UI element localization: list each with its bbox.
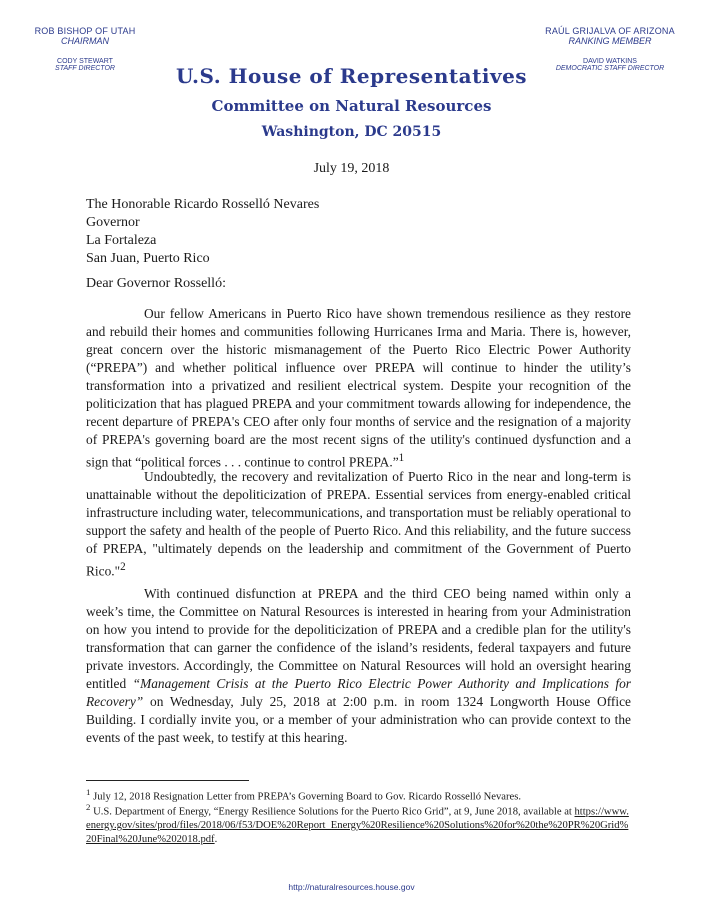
address-line-2: Governor xyxy=(86,215,140,230)
salutation: Dear Governor Rosselló: xyxy=(86,276,226,291)
footer-website-link[interactable]: http://naturalresources.house.gov xyxy=(288,882,415,892)
chairman-title: CHAIRMAN xyxy=(60,36,109,46)
paragraph-1 xyxy=(86,305,631,471)
footnote-2-number: 2 xyxy=(86,802,91,812)
footnote-2-end: . xyxy=(214,833,218,845)
footnote-1-number: 1 xyxy=(86,787,91,797)
footnote-2-text: U.S. Department of Energy, “Energy Resilience Solutions for the Puerto Rico Grid”, at 9, June 2018, available at xyxy=(93,806,572,818)
letterhead-committee: Committee on Natural Resources xyxy=(211,97,492,115)
address-line-4: San Juan, Puerto Rico xyxy=(86,251,210,266)
staff-director-title: STAFF DIRECTOR xyxy=(55,65,115,72)
footnote-2 xyxy=(86,801,631,846)
democratic-staff-director-name: DAVID WATKINS xyxy=(583,58,637,65)
staff-director-name: CODY STEWART xyxy=(57,58,113,65)
footnote-ref-2: 2 xyxy=(120,561,126,573)
letterhead-city: Washington, DC 20515 xyxy=(261,124,442,140)
address-line-1: The Honorable Ricardo Rosselló Nevares xyxy=(86,197,320,212)
chairman-name: ROB BISHOP OF UTAH xyxy=(34,26,136,36)
paragraph-2 xyxy=(86,468,631,580)
address-line-3: La Fortaleza xyxy=(86,233,157,248)
letterhead-house: U.S. House of Representatives xyxy=(175,64,528,88)
ranking-member-name: RAÚL GRIJALVA OF ARIZONA xyxy=(545,26,675,36)
paragraph-3-text-a: With continued disfunction at PREPA and the third CEO being named within only a week’s time, the Committee on Natural Resources is interested in hearing from your Administration on how you intend to provide for the depoliticization of PREPA and a credible plan for the utility's transformation that can garner the confidence of the island’s residents, federal taxpayers and future private investors. Accordingly, the Committee on Natural Resources will hold an oversight hearing entitled xyxy=(86,586,631,691)
paragraph-1-text: Our fellow Americans in Puerto Rico have shown tremendous resilience as they restore and rebuild their homes and communities following Hurricanes Irma and Maria. There is, however, great concern over the historic mismanagement of the Puerto Rico Electric Power Authority (“PREPA”) and whether political influence over PREPA will continue to hinder the utility’s transformation into a privatized and resilient electrical system. Despite your recognition of the politicization that has plagued PREPA and your commitment towards allowing for independence, the recent departure of PREPA's CEO after only four months of service and the resignation of a majority of PREPA's governing board are the most recent signs of the utility's continued dysfunction and a sign that “political forces . . . continue to control PREPA.” xyxy=(86,306,631,470)
hearing-title: “Management Crisis at the Puerto Rico Electric Power Authority and Implications for Recovery” xyxy=(86,676,631,709)
footnote-divider xyxy=(86,780,249,781)
paragraph-2-text: Undoubtedly, the recovery and revitalization of Puerto Rico in the near and long-term is unattainable without the depoliticization of PREPA. Essential services from energy-enabled critical infrastructure including water, telecommunications, and transportation must be reliably operational to support the safety and health of the people of Puerto Rico. And this reliability, and the future success of PREPA, "ultimately depends on the leadership and commitment of the Government of Puerto Rico." xyxy=(86,469,631,579)
footnote-ref-1: 1 xyxy=(398,452,405,464)
paragraph-3-text-b: on Wednesday, July 25, 2018 at 2:00 p.m. in room 1324 Longworth House Office Building. I cordially invite you, or a member of your administration who can provide context to the events of the past week, to testify at this hearing. xyxy=(86,694,631,745)
footnote-2-link[interactable]: https://www.energy.gov/sites/prod/files/2018/06/f53/DOE%20Report_Energy%20Resilience%20Solutions%20for%20the%20PR%20Grid%20Final%20June%202018.pdf xyxy=(86,806,629,845)
recipient-address xyxy=(86,196,319,268)
letter-date: July 19, 2018 xyxy=(313,161,390,176)
ranking-member-title: RANKING MEMBER xyxy=(568,36,652,46)
footnote-1-text: July 12, 2018 Resignation Letter from PREPA’s Governing Board to Gov. Ricardo Rosselló Nevares. xyxy=(93,791,522,803)
democratic-staff-director-title: DEMOCRATIC STAFF DIRECTOR xyxy=(555,65,665,72)
paragraph-3 xyxy=(86,585,631,747)
